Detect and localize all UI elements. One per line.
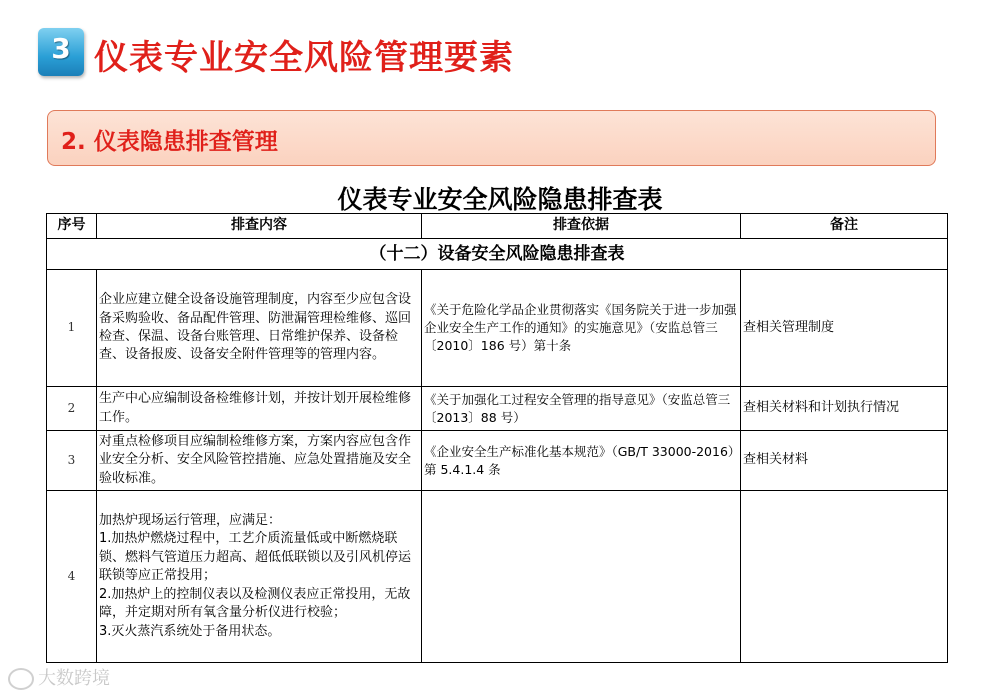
section-number-badge: [38, 28, 84, 76]
row-content: 企业应建立健全设备设施管理制度，内容至少应包含设备采购验收、备品配件管理、防泄漏管理检维修、巡回检查、保温、设备台账管理、日常维护保养、设备检查、设备报废、设备安全附件管理等的管理内容。: [97, 270, 422, 387]
watermark: [8, 664, 110, 690]
content-line: 2.加热炉上的控制仪表以及检测仪表应正常投用，无故障，并定期对所有氧含量分析仪进行校验；: [99, 586, 411, 621]
table-row: [47, 431, 948, 491]
row-remark: 查相关材料和计划执行情况: [741, 387, 948, 431]
table-row: [47, 491, 948, 663]
table-title: 仪表专业安全风险隐患排查表: [337, 185, 663, 214]
row-number: 4: [47, 491, 97, 663]
table-row: [47, 270, 948, 387]
section-header-bar: [47, 110, 936, 166]
row-basis: [422, 491, 741, 663]
row-number: 2: [47, 387, 97, 431]
header-basis: 排查依据: [422, 214, 741, 239]
row-content: 对重点检修项目应编制检维修方案，方案内容应包含作业安全分析、安全风险管控措施、应急处置措施及安全验收标准。: [97, 431, 422, 491]
row-basis: 《关于危险化学品企业贯彻落实《国务院关于进一步加强企业安全生产工作的通知》的实施意见》（安监总管三〔2010〕186 号）第十条: [422, 270, 741, 387]
row-content: [97, 491, 422, 663]
row-basis: 《关于加强化工过程安全管理的指导意见》（安监总管三〔2013〕88 号）: [422, 387, 741, 431]
row-remark: 查相关材料: [741, 431, 948, 491]
content-line: 1.加热炉燃烧过程中，工艺介质流量低或中断燃烧联锁、燃料气管道压力超高、超低低联锁以及引风机停运联锁等应正常投用；: [99, 531, 412, 584]
watermark-logo-icon: [8, 668, 34, 690]
header-content: 排查内容: [97, 214, 422, 239]
header-no: 序号: [47, 214, 97, 239]
content-line: 加热炉现场运行管理，应满足：: [99, 512, 282, 528]
row-number: 1: [47, 270, 97, 387]
badge-number: 3: [51, 32, 71, 65]
watermark-text: 大数跨境: [38, 668, 110, 689]
table-row: [47, 387, 948, 431]
row-remark: 查相关管理制度: [741, 270, 948, 387]
row-basis: 《企业安全生产标准化基本规范》（GB/T 33000-2016）第 5.4.1.4 条: [422, 431, 741, 491]
table-header-row: [47, 214, 948, 239]
content-line: 3.灭火蒸汽系统处于备用状态。: [99, 623, 281, 639]
group-row: [47, 239, 948, 270]
section-title: 2. 仪表隐患排查管理: [61, 129, 278, 155]
row-number: 3: [47, 431, 97, 491]
row-content: 生产中心应编制设备检维修计划，并按计划开展检维修工作。: [97, 387, 422, 431]
main-title: 仪表专业安全风险管理要素: [94, 38, 514, 78]
inspection-table: [46, 213, 948, 663]
group-title: （十二）设备安全风险隐患排查表: [47, 239, 948, 270]
header-remark: 备注: [741, 214, 948, 239]
row-remark: [741, 491, 948, 663]
